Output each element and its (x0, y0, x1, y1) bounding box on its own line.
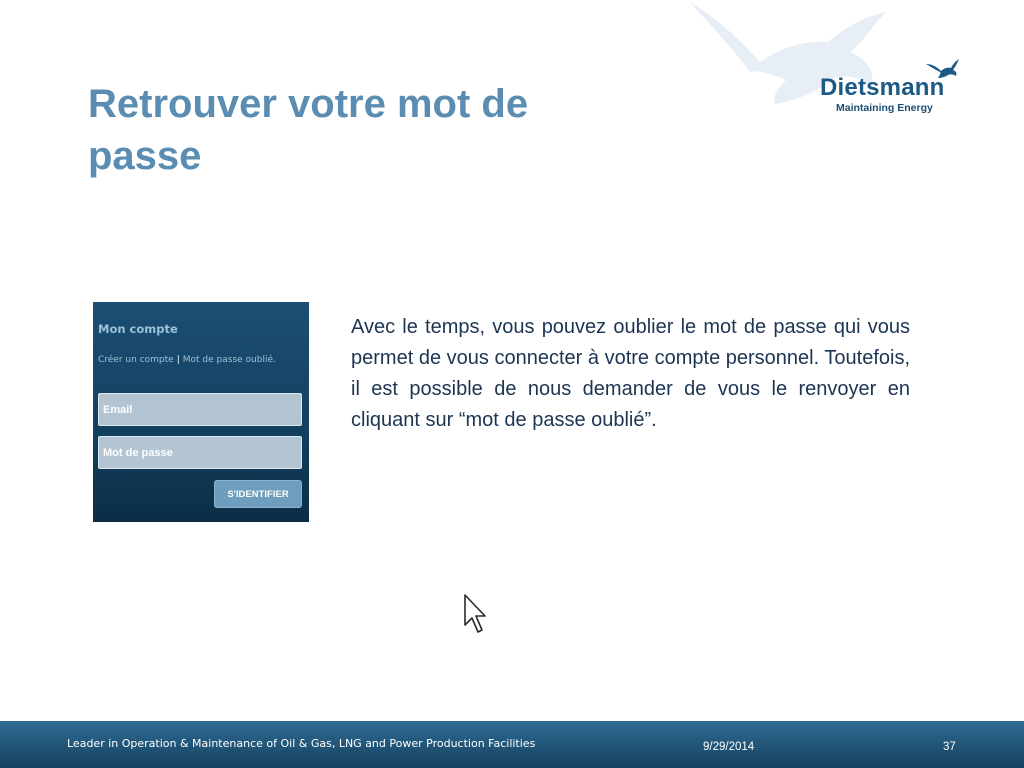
footer-date: 9/29/2014 (703, 741, 755, 753)
footer-tagline: Leader in Operation & Maintenance of Oil & Gas, LNG and Power Production Facilities (67, 737, 536, 750)
email-field[interactable] (98, 393, 302, 426)
panel-heading: Mon compte (98, 322, 178, 336)
page-number: 37 (943, 741, 956, 753)
forgot-password-link[interactable]: Mot de passe oublié. (182, 355, 276, 365)
login-panel (93, 302, 309, 522)
login-button[interactable]: S'IDENTIFIER (214, 480, 302, 508)
page-title: Retrouver votre mot de passe (88, 82, 529, 178)
footer-bar (0, 721, 1024, 768)
password-field[interactable] (98, 436, 302, 469)
logo-name: Dietsmann (820, 74, 945, 101)
link-separator: | (176, 355, 180, 365)
logo-tagline: Maintaining Energy (836, 102, 933, 114)
company-logo (820, 56, 965, 116)
body-paragraph: Avec le temps, vous pouvez oublier le mot de passe qui vous permet de vous connecter à votre compte personnel. Toutefois, il est possible de nous demander de vous le renvoyer en cliquant sur “mot de passe oublié”. (351, 316, 910, 431)
mouse-cursor-icon (463, 593, 487, 635)
account-links (98, 352, 303, 369)
create-account-link[interactable]: Créer un compte (98, 355, 174, 365)
